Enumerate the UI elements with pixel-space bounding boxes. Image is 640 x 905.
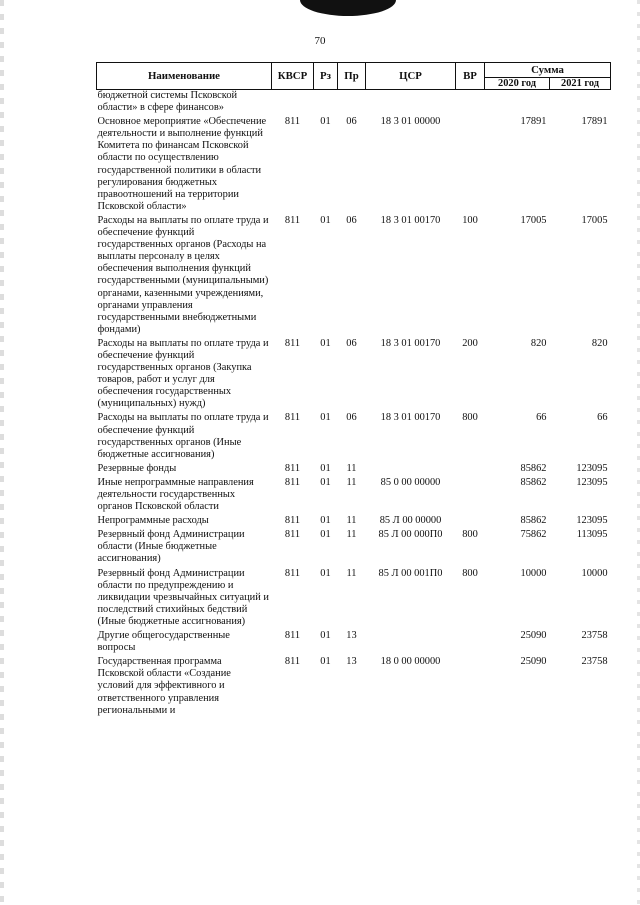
cell-2020: 85862: [520, 515, 547, 527]
cell-name: Резервные фонды: [97, 462, 177, 474]
cell-2021: 113095: [576, 529, 608, 541]
cell-pr: 11: [346, 462, 357, 474]
cell-pr: 13: [346, 630, 357, 642]
cell-csr: 18 3 01 00000: [380, 116, 441, 128]
cell-csr: 18 3 01 00170: [380, 337, 441, 349]
cell-2020: 66: [536, 412, 547, 424]
cell-2021: 23758: [581, 656, 608, 668]
cell-vr: 100: [462, 214, 478, 226]
cell-csr: 18 3 01 00170: [380, 214, 441, 226]
cell-name: Непрограммные расходы: [97, 515, 209, 527]
header-2021: 2021 год: [550, 78, 611, 90]
cell-2020: 25090: [520, 630, 547, 642]
table-header: [97, 63, 611, 90]
header-2020: 2020 год: [485, 78, 550, 90]
cell-kvsr: 811: [284, 476, 301, 488]
cell-2020: 75862: [520, 529, 547, 541]
cell-2021: 17891: [581, 116, 608, 128]
table-row: [97, 461, 611, 475]
cell-vr: [456, 628, 485, 654]
cell-2020: 85862: [520, 476, 547, 488]
cell-2021: 123095: [576, 462, 608, 474]
header-vr: ВР: [456, 63, 485, 90]
cell-rz: 01: [320, 116, 331, 128]
cell-2021: 66: [597, 412, 608, 424]
cell-rz: 01: [320, 462, 331, 474]
cell-rz: [314, 90, 338, 115]
cell-2020: 85862: [520, 462, 547, 474]
cell-2021: 17005: [581, 214, 608, 226]
cell-pr: 11: [346, 515, 357, 527]
table-row: [97, 527, 611, 565]
cell-vr: [456, 461, 485, 475]
header-csr: ЦСР: [366, 63, 456, 90]
cell-kvsr: 811: [284, 630, 301, 642]
cell-2021: [550, 90, 611, 115]
cell-vr: [456, 513, 485, 527]
cell-kvsr: 811: [284, 656, 301, 668]
cell-name: Государственная программа Псковской области «Создание условий для эффективного и ответственного управления региональными и: [97, 656, 231, 716]
cell-kvsr: 811: [284, 412, 301, 424]
cell-2020: 17891: [520, 116, 547, 128]
cell-csr: 18 0 00 00000: [380, 656, 441, 668]
budget-table: [96, 62, 611, 717]
cell-name: бюджетной системы Псковской области» в сфере финансов»: [97, 90, 238, 114]
cell-vr: [456, 90, 485, 115]
cell-kvsr: 811: [284, 337, 301, 349]
cell-csr: 85 Л 00 00000: [379, 515, 442, 527]
cell-2020: 17005: [520, 214, 547, 226]
table-row: [97, 654, 611, 716]
cell-csr: [366, 628, 456, 654]
cell-name: Другие общегосударственные вопросы: [97, 630, 230, 654]
cell-2021: 23758: [581, 630, 608, 642]
header-kvsr: КВСР: [272, 63, 314, 90]
table-row: [97, 336, 611, 411]
cell-csr: [366, 461, 456, 475]
cell-name: Расходы на выплаты по оплате труда и обеспечение функций государственных органов (Расходы на выплаты персоналу в целях обеспечения выполнения функций государственными (муниципальными) органами, казенными учреждениями, органами управления государственными внебюджетными фондами): [97, 214, 269, 335]
cell-name: Иные непрограммные направления деятельности государственных органов Псковской области: [97, 476, 254, 513]
cell-vr: [456, 475, 485, 513]
cell-rz: 01: [320, 412, 331, 424]
cell-2021: 820: [591, 337, 608, 349]
cell-kvsr: [272, 90, 314, 115]
table-row: [97, 410, 611, 460]
scan-edge-left: [0, 0, 4, 905]
cell-pr: 06: [346, 412, 357, 424]
cell-kvsr: 811: [284, 462, 301, 474]
cell-rz: 01: [320, 476, 331, 488]
cell-csr: 85 Л 00 000П0: [378, 529, 443, 541]
cell-kvsr: 811: [284, 116, 301, 128]
cell-rz: 01: [320, 214, 331, 226]
table-row: [97, 475, 611, 513]
cell-pr: 11: [346, 476, 357, 488]
cell-2020: 820: [530, 337, 547, 349]
header-rz: Рз: [314, 63, 338, 90]
cell-kvsr: 811: [284, 515, 301, 527]
cell-csr: 85 Л 00 001П0: [378, 567, 443, 579]
page-number: 70: [314, 35, 326, 47]
cell-csr: 85 0 00 00000: [380, 476, 441, 488]
cell-kvsr: 811: [284, 214, 301, 226]
cell-name: Расходы на выплаты по оплате труда и обеспечение функций государственных органов (Закупка товаров, работ и услуг для обеспечения государственных (муниципальных) нужд): [97, 337, 269, 410]
cell-pr: 11: [346, 567, 357, 579]
cell-vr: [456, 114, 485, 213]
table-row: [97, 566, 611, 628]
cell-csr: [366, 90, 456, 115]
cell-vr: 800: [462, 412, 478, 424]
table-body: [97, 90, 611, 717]
cell-pr: 11: [346, 529, 357, 541]
cell-vr: 200: [462, 337, 478, 349]
cell-name: Резервный фонд Администрации области (Иные бюджетные ассигнования): [97, 529, 245, 565]
table-row: [97, 90, 611, 115]
cell-name: Резервный фонд Администрации области по предупреждению и ликвидации чрезвычайных ситуаций и последствий стихийных бедствий (Иные бюджетные ассигнования): [97, 567, 269, 627]
cell-pr: [338, 90, 366, 115]
cell-rz: 01: [320, 630, 331, 642]
cell-rz: 01: [320, 337, 331, 349]
cell-pr: 13: [346, 656, 357, 668]
table-row: [97, 114, 611, 213]
cell-pr: 06: [346, 337, 357, 349]
header-sum: Сумма: [485, 63, 611, 78]
cell-rz: 01: [320, 529, 331, 541]
table-row: [97, 628, 611, 654]
table-row: [97, 513, 611, 527]
cell-kvsr: 811: [284, 529, 301, 541]
cell-2021: 123095: [576, 476, 608, 488]
cell-2020: 10000: [520, 567, 547, 579]
cell-name: Расходы на выплаты по оплате труда и обеспечение функций государственных органов (Иные бюджетные ассигнования): [97, 412, 269, 460]
cell-pr: 06: [346, 214, 357, 226]
scan-artifact: [300, 0, 396, 16]
table-row: [97, 213, 611, 336]
cell-kvsr: 811: [284, 567, 301, 579]
cell-rz: 01: [320, 515, 331, 527]
cell-rz: 01: [320, 656, 331, 668]
cell-vr: 800: [462, 529, 478, 541]
cell-vr: [456, 654, 485, 716]
cell-2021: 123095: [576, 515, 608, 527]
cell-2021: 10000: [581, 567, 608, 579]
cell-2020: 25090: [520, 656, 547, 668]
cell-name: Основное мероприятие «Обеспечение деятельности и выполнение функций Комитета по финансам Псковской области по осуществлению государственной политики в области регулирования бюджетных правоотношений на территории Псковской области»: [97, 116, 267, 212]
cell-rz: 01: [320, 567, 331, 579]
cell-csr: 18 3 01 00170: [380, 412, 441, 424]
cell-vr: 800: [462, 567, 478, 579]
cell-2020: [485, 90, 550, 115]
header-pr: Пр: [338, 63, 366, 90]
cell-pr: 06: [346, 116, 357, 128]
header-name: Наименование: [97, 63, 272, 90]
